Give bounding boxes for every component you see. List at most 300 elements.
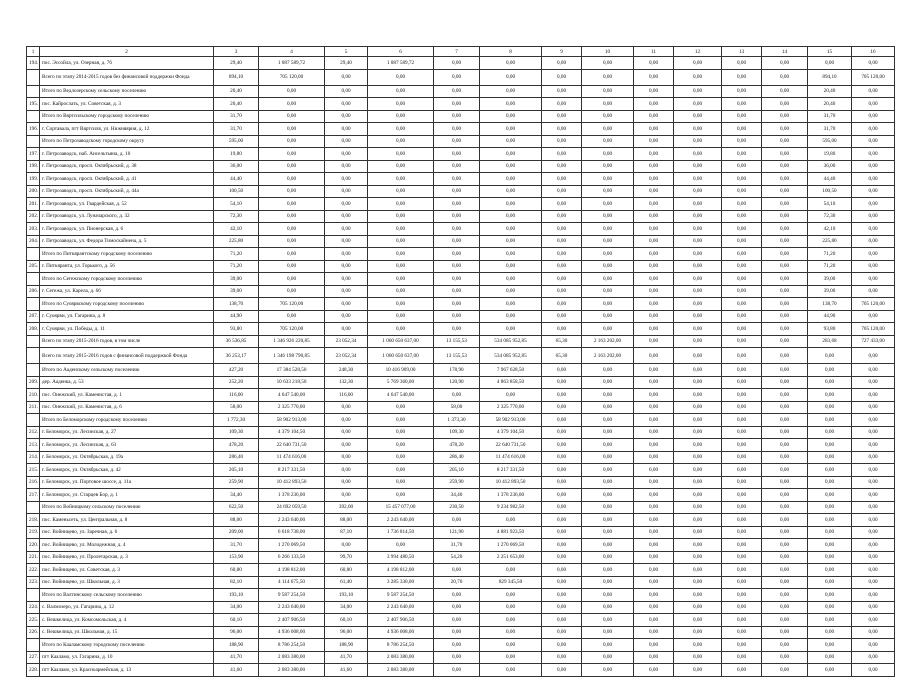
value-cell: 0,00	[634, 564, 674, 577]
value-cell: 0,00	[762, 464, 808, 477]
address-cell: пгт Кааламо, ул. Гагарина, д. 10	[40, 651, 214, 664]
table-row	[27, 123, 895, 136]
value-cell: 39,00	[808, 273, 852, 286]
value-cell: 138,70	[214, 298, 259, 311]
value-cell: 0,00	[674, 589, 722, 602]
row-number: 222.	[27, 564, 40, 577]
value-cell: 2 251 653,00	[480, 551, 542, 564]
value-cell: 0,00	[634, 389, 674, 402]
value-cell: 0,00	[582, 285, 634, 298]
value-cell: 0,00	[582, 489, 634, 502]
value-cell: 4 647 540,00	[259, 389, 325, 402]
address-cell: г. Беломорск, ул. Октябрьская, д. 19а	[40, 451, 214, 464]
value-cell: 286,40	[214, 451, 259, 464]
table-row	[27, 310, 895, 323]
value-cell: 6 266 133,50	[259, 551, 325, 564]
value-cell: 2 243 640,00	[259, 514, 325, 527]
value-cell: 0,00	[722, 514, 762, 527]
row-number	[27, 639, 40, 652]
value-cell: 0,00	[434, 310, 480, 323]
value-cell: 705 120,00	[259, 69, 325, 85]
value-cell: 2 163 202,00	[582, 348, 634, 364]
value-cell: 0,00	[368, 248, 434, 261]
value-cell: 0,00	[852, 285, 895, 298]
value-cell: 0,00	[722, 57, 762, 70]
value-cell: 0,00	[582, 589, 634, 602]
row-number: 215.	[27, 464, 40, 477]
row-number: 206.	[27, 285, 40, 298]
value-cell: 0,00	[542, 185, 582, 198]
value-cell: 0,00	[434, 601, 480, 614]
value-cell: 0,00	[259, 310, 325, 323]
value-cell: 478,20	[214, 439, 259, 452]
value-cell: 0,00	[762, 476, 808, 489]
address-cell: с. Вешкелица, ул. Школьная, д. 15	[40, 626, 214, 639]
value-cell: 4 647 540,00	[368, 389, 434, 402]
value-cell: 10 412 893,50	[259, 476, 325, 489]
value-cell: 0,00	[852, 451, 895, 464]
value-cell: 0,00	[368, 539, 434, 552]
address-cell: Итого по Вяртсильскому городскому поселению	[40, 110, 214, 123]
value-cell: 0,00	[762, 123, 808, 136]
table-row	[27, 235, 895, 248]
column-number-row	[27, 47, 895, 57]
value-cell: 42,10	[808, 223, 852, 236]
value-cell: 0,00	[852, 651, 895, 664]
value-cell: 0,00	[582, 248, 634, 261]
value-cell: 19,80	[808, 148, 852, 161]
value-cell: 0,00	[674, 401, 722, 414]
address-cell: Итого по Кааламскому городскому поселению	[40, 639, 214, 652]
value-cell: 0,00	[722, 135, 762, 148]
value-cell: 0,00	[325, 185, 368, 198]
subtotal-row	[27, 273, 895, 286]
value-cell: 0,00	[634, 626, 674, 639]
value-cell: 0,00	[542, 376, 582, 389]
address-cell: Итого по Питкярантскому городскому поселению	[40, 248, 214, 261]
value-cell: 0,00	[582, 135, 634, 148]
value-cell: 0,00	[674, 389, 722, 402]
table-row	[27, 539, 895, 552]
value-cell: 0,00	[634, 57, 674, 70]
value-cell: 0,00	[634, 601, 674, 614]
value-cell: 0,00	[634, 285, 674, 298]
row-number: 211.	[27, 401, 40, 414]
value-cell: 0,00	[762, 57, 808, 70]
value-cell: 0,00	[434, 626, 480, 639]
value-cell: 41,70	[325, 651, 368, 664]
value-cell: 0,00	[852, 223, 895, 236]
table-row	[27, 210, 895, 223]
value-cell: 0,00	[634, 426, 674, 439]
value-cell: 0,00	[542, 551, 582, 564]
value-cell: 0,00	[434, 185, 480, 198]
column-number: 5	[325, 47, 368, 57]
value-cell: 0,00	[542, 576, 582, 589]
value-cell: 0,00	[368, 110, 434, 123]
column-number: 12	[674, 47, 722, 57]
value-cell: 0,00	[434, 614, 480, 627]
value-cell: 36 253,17	[214, 348, 259, 364]
value-cell: 0,00	[674, 248, 722, 261]
value-cell: 0,00	[434, 273, 480, 286]
column-number: 4	[259, 47, 325, 57]
value-cell: 0,00	[674, 273, 722, 286]
value-cell: 0,00	[325, 451, 368, 464]
value-cell: 0,00	[722, 260, 762, 273]
value-cell: 0,00	[808, 601, 852, 614]
value-cell: 0,00	[582, 439, 634, 452]
value-cell: 0,00	[808, 376, 852, 389]
address-cell: г. Суоярви, ул. Гагарина, д. 8	[40, 310, 214, 323]
value-cell: 3 994 480,50	[368, 551, 434, 564]
value-cell: 0,00	[368, 98, 434, 111]
row-number: 202.	[27, 210, 40, 223]
value-cell: 0,00	[542, 439, 582, 452]
value-cell: 2 325 770,00	[259, 401, 325, 414]
value-cell: 0,00	[722, 464, 762, 477]
address-cell: дер. Ааденка, д. 53	[40, 376, 214, 389]
value-cell: 31,70	[808, 110, 852, 123]
table-row	[27, 223, 895, 236]
value-cell: 0,00	[582, 110, 634, 123]
value-cell: 0,00	[542, 310, 582, 323]
value-cell: 0,00	[762, 589, 808, 602]
row-number	[27, 273, 40, 286]
value-cell: 0,00	[325, 135, 368, 148]
value-cell: 19,80	[214, 148, 259, 161]
value-cell: 0,00	[368, 185, 434, 198]
value-cell: 0,00	[722, 564, 762, 577]
value-cell: 0,00	[722, 476, 762, 489]
value-cell: 0,00	[634, 69, 674, 85]
value-cell: 0,00	[582, 376, 634, 389]
value-cell: 0,00	[762, 248, 808, 261]
value-cell: 0,00	[368, 198, 434, 211]
row-number: 225.	[27, 614, 40, 627]
value-cell: 0,00	[634, 85, 674, 98]
row-number: 228.	[27, 664, 40, 677]
value-cell: 0,00	[808, 551, 852, 564]
value-cell: 0,00	[762, 614, 808, 627]
value-cell: 0,00	[434, 389, 480, 402]
value-cell: 0,00	[582, 539, 634, 552]
value-cell: 0,00	[434, 198, 480, 211]
value-cell: 0,00	[808, 576, 852, 589]
value-cell: 0,00	[480, 57, 542, 70]
value-cell: 0,00	[542, 501, 582, 514]
value-cell: 0,00	[582, 364, 634, 377]
value-cell: 0,00	[434, 110, 480, 123]
value-cell: 0,00	[762, 273, 808, 286]
value-cell: 0,00	[762, 335, 808, 348]
column-number: 7	[434, 47, 480, 57]
value-cell: 0,00	[762, 564, 808, 577]
value-cell: 44,90	[214, 310, 259, 323]
table-row	[27, 564, 895, 577]
value-cell: 727 433,00	[852, 335, 895, 348]
value-cell: 0,00	[480, 235, 542, 248]
value-cell: 0,00	[674, 235, 722, 248]
value-cell: 8 217 331,50	[259, 464, 325, 477]
value-cell: 4 379 104,50	[480, 426, 542, 439]
value-cell: 0,00	[259, 173, 325, 186]
value-cell: 0,00	[852, 173, 895, 186]
value-cell: 0,00	[808, 639, 852, 652]
value-cell: 0,00	[582, 69, 634, 85]
column-number: 6	[368, 47, 434, 57]
value-cell: 205,10	[434, 464, 480, 477]
value-cell: 0,00	[582, 514, 634, 527]
row-number	[27, 348, 40, 364]
value-cell: 0,00	[368, 489, 434, 502]
value-cell: 116,00	[214, 389, 259, 402]
row-number: 217.	[27, 489, 40, 502]
value-cell: 0,00	[634, 235, 674, 248]
value-cell: 0,00	[674, 57, 722, 70]
value-cell: 0,00	[368, 414, 434, 427]
value-cell: 2 407 906,50	[259, 614, 325, 627]
value-cell: 0,00	[480, 285, 542, 298]
value-cell: 0,00	[259, 273, 325, 286]
value-cell: 2 163 202,00	[582, 335, 634, 348]
value-cell: 0,00	[542, 173, 582, 186]
value-cell: 9 234 982,50	[480, 501, 542, 514]
address-cell: пос. Войницево, ул. Молодежная, д. 4	[40, 539, 214, 552]
value-cell: 0,00	[852, 426, 895, 439]
value-cell: 0,00	[259, 98, 325, 111]
value-cell: 0,00	[480, 148, 542, 161]
value-cell: 36,00	[214, 160, 259, 173]
value-cell: 0,00	[808, 426, 852, 439]
column-number: 13	[722, 47, 762, 57]
value-cell: 0,00	[852, 664, 895, 677]
value-cell: 0,00	[762, 85, 808, 98]
value-cell: 0,00	[542, 135, 582, 148]
table-row	[27, 651, 895, 664]
value-cell: 0,00	[762, 298, 808, 311]
subtotal-row	[27, 135, 895, 148]
value-cell: 0,00	[852, 210, 895, 223]
value-cell: 0,00	[808, 526, 852, 539]
value-cell: 0,00	[852, 576, 895, 589]
value-cell: 0,00	[325, 235, 368, 248]
value-cell: 39,00	[808, 285, 852, 298]
value-cell: 0,00	[762, 526, 808, 539]
value-cell: 0,00	[634, 476, 674, 489]
value-cell: 0,00	[808, 364, 852, 377]
value-cell: 34,40	[214, 489, 259, 502]
value-cell: 225,80	[214, 235, 259, 248]
value-cell: 0,00	[808, 614, 852, 627]
value-cell: 0,00	[325, 285, 368, 298]
value-cell: 0,00	[762, 235, 808, 248]
value-cell: 0,00	[762, 489, 808, 502]
value-cell: 0,00	[722, 310, 762, 323]
value-cell: 4 198 812,00	[368, 564, 434, 577]
value-cell: 0,00	[542, 57, 582, 70]
value-cell: 0,00	[762, 135, 808, 148]
value-cell: 99,70	[325, 551, 368, 564]
value-cell: 0,00	[634, 551, 674, 564]
value-cell: 15 457 077,00	[368, 501, 434, 514]
row-number	[27, 248, 40, 261]
subtotal-row	[27, 348, 895, 364]
value-cell: 0,00	[582, 414, 634, 427]
value-cell: 41,60	[325, 664, 368, 677]
value-cell: 4 936 008,00	[259, 626, 325, 639]
value-cell: 0,00	[634, 135, 674, 148]
value-cell: 96,00	[214, 626, 259, 639]
row-number: 208.	[27, 323, 40, 336]
address-cell: пос. Кайрослать, ул. Советская, д. 3	[40, 98, 214, 111]
value-cell: 0,00	[634, 248, 674, 261]
value-cell: 0,00	[480, 160, 542, 173]
value-cell: 0,00	[674, 135, 722, 148]
value-cell: 0,00	[634, 439, 674, 452]
value-cell: 0,00	[852, 57, 895, 70]
column-number: 3	[214, 47, 259, 57]
value-cell: 0,00	[480, 223, 542, 236]
value-cell: 0,00	[434, 235, 480, 248]
value-cell: 0,00	[674, 110, 722, 123]
value-cell: 0,00	[722, 389, 762, 402]
value-cell: 0,00	[852, 489, 895, 502]
value-cell: 0,00	[480, 310, 542, 323]
value-cell: 188,90	[325, 639, 368, 652]
value-cell: 0,00	[722, 69, 762, 85]
row-number	[27, 589, 40, 602]
value-cell: 0,00	[852, 614, 895, 627]
value-cell: 0,00	[852, 310, 895, 323]
value-cell: 0,00	[434, 564, 480, 577]
value-cell: 1 270 069,50	[480, 539, 542, 552]
value-cell: 1 736 814,50	[368, 526, 434, 539]
value-cell: 0,00	[722, 501, 762, 514]
value-cell: 0,00	[325, 401, 368, 414]
value-cell: 0,00	[852, 589, 895, 602]
value-cell: 0,00	[259, 123, 325, 136]
value-cell: 153,90	[214, 551, 259, 564]
value-cell: 0,00	[480, 110, 542, 123]
value-cell: 0,00	[582, 389, 634, 402]
value-cell: 116,00	[325, 389, 368, 402]
value-cell: 0,00	[674, 414, 722, 427]
value-cell: 60,10	[214, 614, 259, 627]
value-cell: 0,00	[582, 198, 634, 211]
table-row	[27, 576, 895, 589]
value-cell: 0,00	[542, 98, 582, 111]
value-cell: 0,00	[808, 476, 852, 489]
row-number: 197.	[27, 148, 40, 161]
value-cell: 0,00	[582, 98, 634, 111]
value-cell: 0,00	[674, 426, 722, 439]
value-cell: 0,00	[434, 160, 480, 173]
row-number: 218.	[27, 514, 40, 527]
value-cell: 93,80	[808, 323, 852, 336]
value-cell: 0,00	[674, 323, 722, 336]
row-number: 198.	[27, 160, 40, 173]
value-cell: 252,20	[214, 376, 259, 389]
value-cell: 0,00	[852, 601, 895, 614]
address-cell: г. Петрозаводск, ул. Гвардейская, д. 52	[40, 198, 214, 211]
value-cell: 0,00	[674, 160, 722, 173]
address-cell: г. Петрозаводск, просп. Октябрьский, д. 41	[40, 173, 214, 186]
value-cell: 72,30	[214, 210, 259, 223]
address-cell: г. Петрозаводск, ул. Федора Тимоскайнена, д. 5	[40, 235, 214, 248]
value-cell: 0,00	[634, 651, 674, 664]
value-cell: 0,00	[674, 173, 722, 186]
value-cell: 10 633 218,50	[259, 376, 325, 389]
value-cell: 0,00	[852, 364, 895, 377]
value-cell: 0,00	[762, 626, 808, 639]
register-sheet	[26, 46, 884, 677]
value-cell: 0,00	[674, 489, 722, 502]
value-cell: 248,30	[325, 364, 368, 377]
column-number: 8	[480, 47, 542, 57]
value-cell: 0,00	[542, 639, 582, 652]
value-cell: 0,00	[434, 323, 480, 336]
value-cell: 71,20	[214, 260, 259, 273]
value-cell: 0,00	[542, 651, 582, 664]
value-cell: 0,00	[722, 148, 762, 161]
value-cell: 0,00	[722, 123, 762, 136]
value-cell: 0,00	[325, 323, 368, 336]
value-cell: 71,20	[808, 248, 852, 261]
value-cell: 0,00	[674, 514, 722, 527]
value-cell: 0,00	[674, 348, 722, 364]
row-number: 226.	[27, 626, 40, 639]
value-cell: 829 345,50	[480, 576, 542, 589]
value-cell: 0,00	[634, 464, 674, 477]
table-row	[27, 664, 895, 677]
row-number: 196.	[27, 123, 40, 136]
value-cell: 0,00	[762, 285, 808, 298]
value-cell: 1 060 650 637,00	[368, 335, 434, 348]
value-cell: 0,00	[259, 135, 325, 148]
value-cell: 8 786 254,50	[259, 639, 325, 652]
value-cell: 34,00	[214, 601, 259, 614]
column-number: 1	[27, 47, 40, 57]
value-cell: 0,00	[674, 464, 722, 477]
value-cell: 41,70	[214, 651, 259, 664]
value-cell: 0,00	[762, 160, 808, 173]
value-cell: 0,00	[259, 235, 325, 248]
value-cell: 36 536,85	[214, 335, 259, 348]
address-cell: г. Петрозаводск, ул. Пионерская, д. 6	[40, 223, 214, 236]
subtotal-row	[27, 501, 895, 514]
value-cell: 0,00	[722, 601, 762, 614]
address-cell: г. Беломорск, ул. Лесинская, д. 27	[40, 426, 214, 439]
value-cell: 0,00	[582, 57, 634, 70]
row-number: 201.	[27, 198, 40, 211]
value-cell: 0,00	[634, 298, 674, 311]
value-cell: 0,00	[368, 298, 434, 311]
value-cell: 0,00	[762, 426, 808, 439]
value-cell: 0,00	[582, 223, 634, 236]
value-cell: 0,00	[634, 273, 674, 286]
value-cell: 0,00	[434, 210, 480, 223]
value-cell: 259,90	[214, 476, 259, 489]
value-cell: 0,00	[722, 551, 762, 564]
address-cell: г. Сегежа, ул. Карела, д. 66	[40, 285, 214, 298]
value-cell: 54,10	[214, 198, 259, 211]
value-cell: 0,00	[762, 323, 808, 336]
value-cell: 0,00	[325, 414, 368, 427]
value-cell: 0,00	[368, 160, 434, 173]
value-cell: 0,00	[762, 376, 808, 389]
value-cell: 61,40	[325, 576, 368, 589]
